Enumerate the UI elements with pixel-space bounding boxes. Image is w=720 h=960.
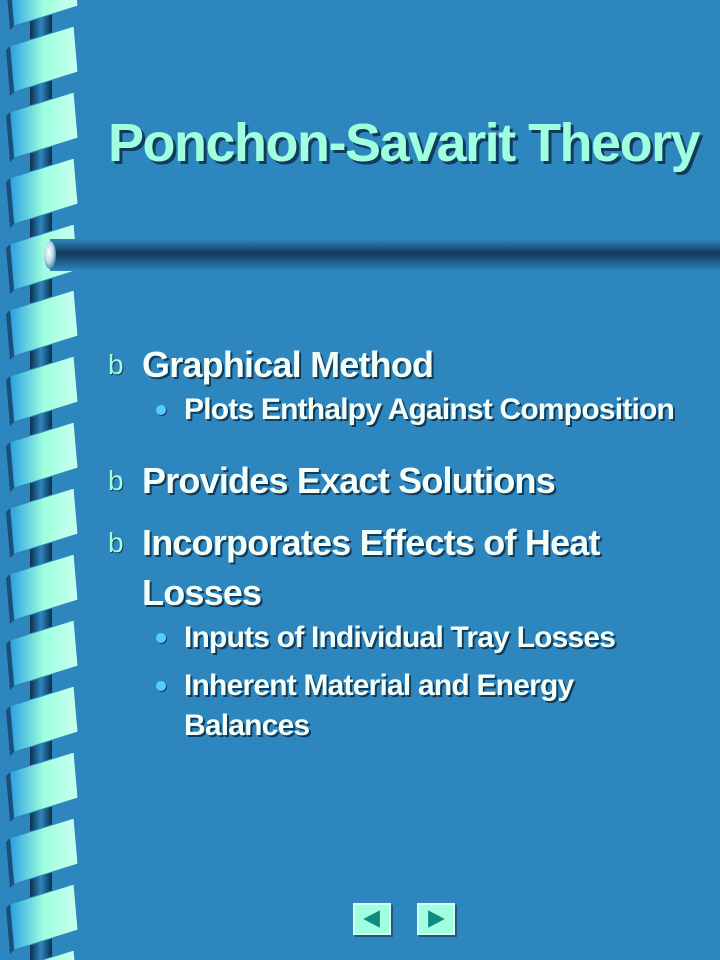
bullet-marker-icon: b	[108, 465, 124, 496]
sub-bullet-dot-icon	[156, 681, 166, 691]
bullet-graphical-method	[108, 340, 698, 390]
bullet-marker-icon: b	[108, 527, 124, 558]
ribbon-segment	[10, 686, 78, 752]
sub-bullet-enthalpy	[142, 390, 698, 430]
slide-title: Ponchon-Savarit Theory	[108, 113, 700, 173]
sub-bullet-text: Inputs of Individual Tray Losses	[184, 621, 616, 654]
sub-bullet-dot-icon	[156, 633, 166, 643]
title-divider-bar	[44, 237, 720, 273]
ribbon-segment	[10, 818, 78, 884]
bullet-exact-solutions	[108, 456, 698, 506]
bullet-heat-losses	[108, 518, 698, 618]
ribbon-segment	[10, 290, 78, 356]
ribbon-segment	[10, 752, 78, 818]
decorative-ribbon	[0, 0, 84, 960]
ribbon-segment	[10, 92, 78, 158]
ribbon-segment	[10, 620, 78, 686]
sub-bullet-list	[108, 618, 698, 746]
right-triangle-icon	[419, 905, 453, 933]
sub-bullet-text: Inherent Material and Energy Balances	[184, 669, 574, 742]
ribbon-segment	[10, 158, 78, 224]
next-slide-button[interactable]	[417, 903, 455, 935]
sub-bullet-dot-icon	[156, 405, 166, 415]
sub-bullet-text: Plots Enthalpy Against Composition	[184, 393, 675, 426]
ribbon-segment	[10, 884, 78, 950]
sub-bullet-tray-losses	[142, 618, 698, 658]
ribbon-segment	[10, 356, 78, 422]
bullet-marker-icon: b	[108, 349, 124, 380]
bullet-text: Provides Exact Solutions	[142, 460, 555, 501]
bullet-text: Incorporates Effects of Heat Losses	[142, 522, 600, 613]
sub-bullet-balances	[142, 666, 698, 746]
bullet-list	[108, 340, 698, 754]
bullet-text: Graphical Method	[142, 344, 434, 385]
ribbon-segment	[10, 488, 78, 554]
sub-bullet-list	[108, 390, 698, 430]
ribbon-segment	[10, 26, 78, 92]
ribbon-segment	[10, 554, 78, 620]
previous-slide-button[interactable]	[353, 903, 391, 935]
ribbon-segment	[10, 422, 78, 488]
left-triangle-icon	[355, 905, 389, 933]
